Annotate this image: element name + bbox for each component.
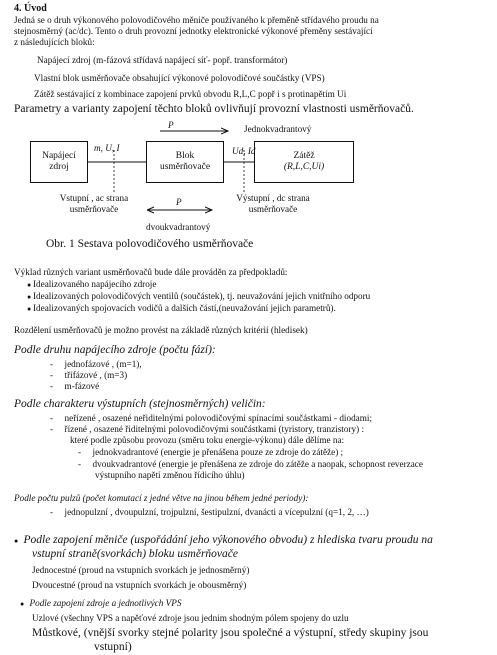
s3-item-text: jednopulzní , dvoupulzní, trojpulzní, šestipulzní, dvanácti a vícepulzní (q=1, 2, …) <box>64 507 369 517</box>
s1-item-2-text: třífázové , (m=3) <box>64 370 128 380</box>
predpoklad-1 <box>27 279 156 291</box>
rectifier-box <box>146 141 224 183</box>
jednocestne-line: Jednocestné (proud na vstupních svorkách je jednosměrný) <box>32 565 250 575</box>
predpoklad-2 <box>27 291 370 303</box>
s2-subitem-2 <box>78 459 423 470</box>
s2-subitem-1-text: jednokvadrantové (energie je přenášena pouze ze zdroje do zátěže) ; <box>92 447 344 457</box>
ud-id-label: Ud, Id <box>232 146 256 156</box>
section-zapojeni-title <box>14 534 433 548</box>
s1-item-2 <box>50 370 127 381</box>
output-side-line2: usměrňovače <box>248 204 298 214</box>
section-vps-title <box>20 598 181 610</box>
s1-item-1 <box>50 359 142 370</box>
dvoukvadrantovy-label: dvoukvadrantový <box>146 222 211 232</box>
bullet-icon: ● <box>27 293 33 301</box>
input-side-label <box>54 193 134 215</box>
source-box-line2: zdroj <box>49 162 69 172</box>
power-p-top: P <box>168 120 174 130</box>
figure-caption: Obr. 1 Sestava polovodičového usměrňovače <box>46 238 254 250</box>
section-pulzy-title: Podle počtu pulzů (počet komutací z jedné větve na jinou během jedné periody): <box>14 493 309 503</box>
load-box <box>254 141 354 183</box>
section-charakter-title: Podle charakteru výstupních (stejnosměrných) veličin: <box>14 398 266 410</box>
s2-item-1-text: neřízené , osazené neřiditelnými polovodičovými spínacími součástkami - diodami; <box>64 413 372 423</box>
output-side-line1: Výstupní , dc strana <box>236 193 310 203</box>
input-side-line1: Vstupní , ac strana <box>59 193 129 203</box>
section-heading: 4. Úvod <box>14 3 47 14</box>
dash-icon: - <box>78 459 93 469</box>
section-zapojeni-title-1: Podle zapojení měniče (uspořádání jeho výkonového obvodu) z hlediska tvaru proudu na <box>23 534 433 546</box>
rozdeleni-line: Rozdělení usměrňovačů je možno provést na základě různých kritérií (hledisek) <box>14 325 308 335</box>
dash-icon: - <box>50 507 65 517</box>
input-side-line2: usměrňovače <box>69 204 119 214</box>
dash-icon: - <box>50 370 65 380</box>
intro-line-2: stejnosměrný (ac/dc). Tento o druh provozní jednotky elektronické výkonové přeměny sestávající <box>14 26 373 36</box>
s2-subitem-2-text: dvoukvadrantové (energie je přenášena ze zdroje do zátěže a naopak, schopnost reverzace <box>92 459 423 469</box>
mustkove-line-1: Můstkové, (vnější svorky stejné polarity jsou společné a výstupní, středy skupiny jsou <box>32 627 429 639</box>
dash-icon: - <box>50 381 65 391</box>
s1-item-3-text: m-fázové <box>64 381 100 391</box>
predpoklad-3-text: Idealizovaných spojovacích vodičů a dalších částí,(neuvažování jejich parametrů). <box>32 303 336 313</box>
predpoklad-1-text: Idealizovaného napájecího zdroje <box>32 279 157 289</box>
s2-sub-line: které podle způsobu provozu (směru toku energie-výkonu) dále dělíme na: <box>70 435 345 445</box>
section-vps-title-text: Podle zapojení zdroje a jednotlivých VPS <box>29 598 182 608</box>
section-zdroj-title: Podle druhu napájecího zdroje (počtu fází): <box>14 344 216 356</box>
intro-line-3: z následujících bloků: <box>14 37 95 47</box>
dash-icon: - <box>50 359 65 369</box>
power-p-bottom: P <box>176 197 182 207</box>
vyklad-line: Výklad různých variant usměrňovačů bude dále prováděn za předpokladů: <box>14 267 288 277</box>
parametry-sentence: Parametry a varianty zapojení těchto bloků ovlivňují provozní vlastnosti usměrňovačů. <box>14 103 414 115</box>
s3-item <box>50 507 369 518</box>
s2-subitem-1 <box>78 447 343 458</box>
uzlove-line: Uzlové (všechny VPS a napěťové zdroje jsou jedním shodným pólem spojeny do uzlu <box>32 613 349 623</box>
predpoklad-2-text: Idealizovaných polovodičových ventilů (součástek), tj. neuvažování jejich vnitřního odporu <box>32 291 371 301</box>
block-item-source: Napájecí zdroj (m-fázová střídavá napájecí síť- popř. transformátor) <box>37 55 288 65</box>
rectifier-box-line2: usměrňovače <box>159 162 211 172</box>
m-u-i-label: m, U, I <box>94 143 120 153</box>
s2-subitem-2-cont: výstupního napětí změnou řídicího úhlu) <box>95 470 245 480</box>
bullet-icon: ● <box>14 537 24 545</box>
bullet-icon: ● <box>27 281 33 289</box>
mustkove-line-2: vstupní) <box>94 641 132 653</box>
source-box-line1: Napájecí <box>42 151 76 161</box>
s2-item-2-text: řízené , osazené řiditelnými polovodičovými součástkami (tyristory, tranzistory) : <box>64 424 364 434</box>
bullet-icon: ● <box>20 600 30 608</box>
block-item-rectifier: Vlastní blok usměrňovače obsahující výkonové polovodičové součástky (VPS) <box>34 73 325 83</box>
rectifier-box-line1: Blok <box>175 151 195 161</box>
s2-item-2 <box>50 424 364 435</box>
section-zapojeni-title-2: vstupní straně(svorkách) bloku usměrňovače <box>32 548 238 560</box>
dash-icon: - <box>50 424 65 434</box>
dvoucestne-line: Dvoucestné (proud na vstupních svorkách je obousměrný) <box>32 580 247 590</box>
dash-icon: - <box>78 447 93 457</box>
output-side-label <box>232 193 314 215</box>
s1-item-1-text: jednofázové , (m=1), <box>64 359 142 369</box>
jednokvadrantovy-label: Jednokvadrantový <box>244 124 312 134</box>
dash-icon: - <box>50 413 65 423</box>
bullet-icon: ● <box>27 305 33 313</box>
block-item-load: Zátěž sestávající z kombinace zapojení prvků obvodu R,L,C popř i s protinapětím Ui <box>34 89 347 99</box>
intro-line-1: Jedná se o druh výkonového polovodičového měniče používaného k přeměně střídavého proudu na <box>14 15 379 25</box>
predpoklad-3 <box>27 303 336 315</box>
s2-item-1 <box>50 413 372 424</box>
load-box-line2: (R,L,C,Ui) <box>283 162 325 172</box>
s1-item-3 <box>50 381 99 392</box>
load-box-line1: Zátěž <box>293 151 315 161</box>
source-box <box>30 141 88 183</box>
